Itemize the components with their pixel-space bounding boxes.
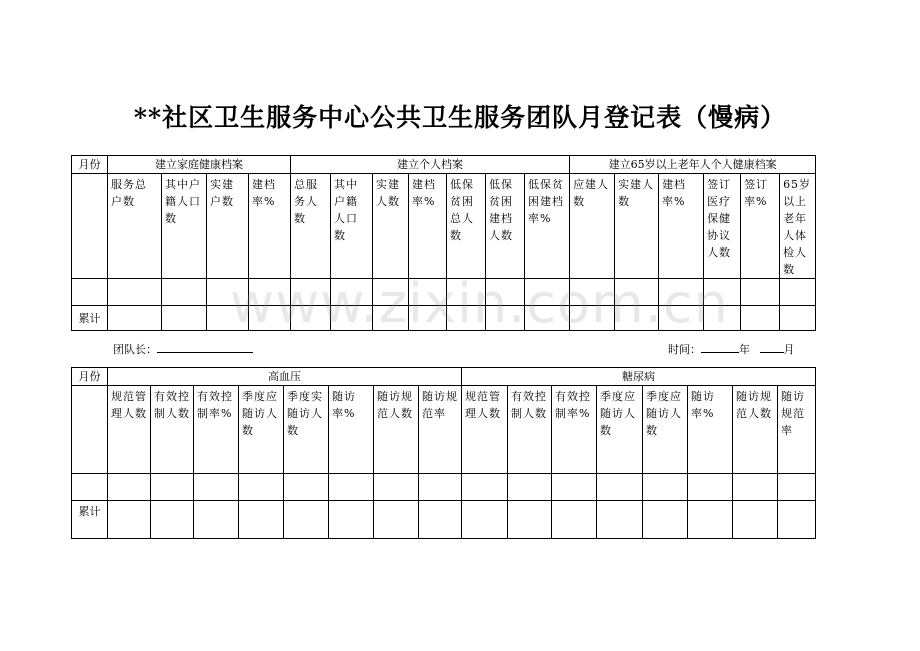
total-label: 累计 [72, 306, 108, 331]
data-cell[interactable] [525, 279, 570, 306]
data-cell[interactable] [419, 474, 462, 501]
data-cell[interactable] [780, 306, 816, 331]
data-cell[interactable] [688, 501, 733, 539]
column-header: 其中户籍人口数 [162, 174, 207, 279]
column-header: 随访率% [329, 386, 374, 474]
data-cell[interactable] [704, 279, 741, 306]
data-cell[interactable] [374, 501, 419, 539]
data-cell[interactable] [249, 306, 291, 331]
data-cell[interactable] [194, 474, 239, 501]
data-cell[interactable] [486, 279, 525, 306]
data-cell[interactable] [108, 279, 162, 306]
month-cell[interactable] [72, 474, 108, 501]
data-cell[interactable] [508, 501, 552, 539]
table-row [72, 474, 816, 501]
data-cell[interactable] [570, 279, 615, 306]
column-header: 季度应随访人数 [643, 386, 688, 474]
data-cell[interactable] [552, 501, 597, 539]
total-row [72, 306, 816, 331]
data-cell[interactable] [778, 474, 816, 501]
group-elderly-archive: 建立65岁以上老年人个人健康档案 [570, 156, 816, 174]
column-header: 低保贫困建档人数 [486, 174, 525, 279]
blank-cell [72, 386, 108, 474]
data-cell[interactable] [659, 306, 704, 331]
column-header: 签订医疗保健协议人数 [704, 174, 741, 279]
data-cell[interactable] [329, 501, 374, 539]
team-leader-line [113, 341, 253, 357]
column-header: 季度应随访人数 [239, 386, 284, 474]
data-cell[interactable] [643, 501, 688, 539]
data-cell[interactable] [239, 474, 284, 501]
column-header: 规范管理人数 [462, 386, 508, 474]
data-cell[interactable] [733, 501, 778, 539]
column-header: 有效控制率% [552, 386, 597, 474]
year-label: 年 [739, 343, 750, 356]
team-leader-field[interactable] [157, 341, 253, 353]
watermark: www.zixin.com.cn [230, 272, 729, 335]
data-cell[interactable] [597, 501, 643, 539]
column-header: 建档率% [659, 174, 704, 279]
data-cell[interactable] [207, 306, 249, 331]
data-cell[interactable] [570, 306, 615, 331]
blank-cell [72, 174, 108, 279]
column-header: 65岁以上老年人体检人数 [780, 174, 816, 279]
data-cell[interactable] [151, 474, 194, 501]
data-cell[interactable] [409, 279, 447, 306]
data-cell[interactable] [108, 474, 151, 501]
data-cell[interactable] [249, 279, 291, 306]
total-label: 累计 [72, 501, 108, 539]
month-header: 月份 [72, 156, 108, 174]
column-header: 随访规范率 [419, 386, 462, 474]
data-cell[interactable] [329, 474, 374, 501]
column-header: 实建人数 [373, 174, 409, 279]
data-cell[interactable] [284, 501, 329, 539]
data-cell[interactable] [704, 306, 741, 331]
data-cell[interactable] [741, 279, 780, 306]
column-header: 季度实随访人数 [284, 386, 329, 474]
data-cell[interactable] [780, 279, 816, 306]
data-cell[interactable] [552, 474, 597, 501]
data-cell[interactable] [688, 474, 733, 501]
data-cell[interactable] [741, 306, 780, 331]
group-hypertension: 高血压 [108, 368, 462, 386]
column-header: 有效控制人数 [151, 386, 194, 474]
data-cell[interactable] [447, 306, 486, 331]
data-cell[interactable] [508, 474, 552, 501]
column-header: 随访规范人数 [733, 386, 778, 474]
column-header: 随访率% [688, 386, 733, 474]
data-cell[interactable] [151, 501, 194, 539]
column-header: 有效控制人数 [508, 386, 552, 474]
data-cell[interactable] [615, 279, 659, 306]
year-field[interactable] [701, 341, 739, 353]
data-cell[interactable] [462, 501, 508, 539]
column-header: 季度应随访人数 [597, 386, 643, 474]
data-cell[interactable] [778, 501, 816, 539]
chronic-disease-table [71, 367, 816, 539]
data-cell[interactable] [486, 306, 525, 331]
month-unit-label: 月 [783, 343, 795, 356]
data-cell[interactable] [615, 306, 659, 331]
column-header: 低保贫困总人数 [447, 174, 486, 279]
data-cell[interactable] [108, 501, 151, 539]
month-field[interactable] [760, 341, 784, 353]
month-header: 月份 [72, 368, 108, 386]
data-cell[interactable] [373, 306, 409, 331]
data-cell[interactable] [462, 474, 508, 501]
data-cell[interactable] [419, 501, 462, 539]
data-cell[interactable] [331, 279, 373, 306]
data-cell[interactable] [733, 474, 778, 501]
data-cell[interactable] [525, 306, 570, 331]
data-cell[interactable] [291, 279, 331, 306]
data-cell[interactable] [447, 279, 486, 306]
archive-table [71, 155, 816, 331]
column-header: 随访规范率 [778, 386, 816, 474]
column-header: 实建人数 [615, 174, 659, 279]
column-header: 建档率% [409, 174, 447, 279]
data-cell[interactable] [643, 474, 688, 501]
time-line [668, 341, 795, 357]
data-cell[interactable] [239, 501, 284, 539]
data-cell[interactable] [409, 306, 447, 331]
column-header: 实建户数 [207, 174, 249, 279]
data-cell[interactable] [162, 279, 207, 306]
data-cell[interactable] [162, 306, 207, 331]
data-cell[interactable] [659, 279, 704, 306]
data-cell[interactable] [331, 306, 373, 331]
data-cell[interactable] [374, 474, 419, 501]
data-cell[interactable] [194, 501, 239, 539]
team-leader-label: 团队长： [113, 343, 157, 356]
group-family-archive: 建立家庭健康档案 [108, 156, 291, 174]
data-cell[interactable] [207, 279, 249, 306]
column-header: 服务总户数 [108, 174, 162, 279]
column-header: 建档率% [249, 174, 291, 279]
data-cell[interactable] [284, 474, 329, 501]
month-cell[interactable] [72, 279, 108, 306]
column-header: 低保贫困建档率% [525, 174, 570, 279]
column-header: 总服务人数 [291, 174, 331, 279]
column-header: 有效控制率% [194, 386, 239, 474]
data-cell[interactable] [597, 474, 643, 501]
column-header: 随访规范人数 [374, 386, 419, 474]
data-cell[interactable] [291, 306, 331, 331]
group-diabetes: 糖尿病 [462, 368, 816, 386]
data-cell[interactable] [373, 279, 409, 306]
page-title: **社区卫生服务中心公共卫生服务团队月登记表（慢病） [133, 103, 787, 132]
column-header: 应建人数 [570, 174, 615, 279]
data-cell[interactable] [108, 306, 162, 331]
group-personal-archive: 建立个人档案 [291, 156, 570, 174]
total-row [72, 501, 816, 539]
table-row [72, 279, 816, 306]
column-header: 其中户籍人口数 [331, 174, 373, 279]
column-header: 签订率% [741, 174, 780, 279]
time-label: 时间： [668, 343, 701, 356]
column-header: 规范管理人数 [108, 386, 151, 474]
